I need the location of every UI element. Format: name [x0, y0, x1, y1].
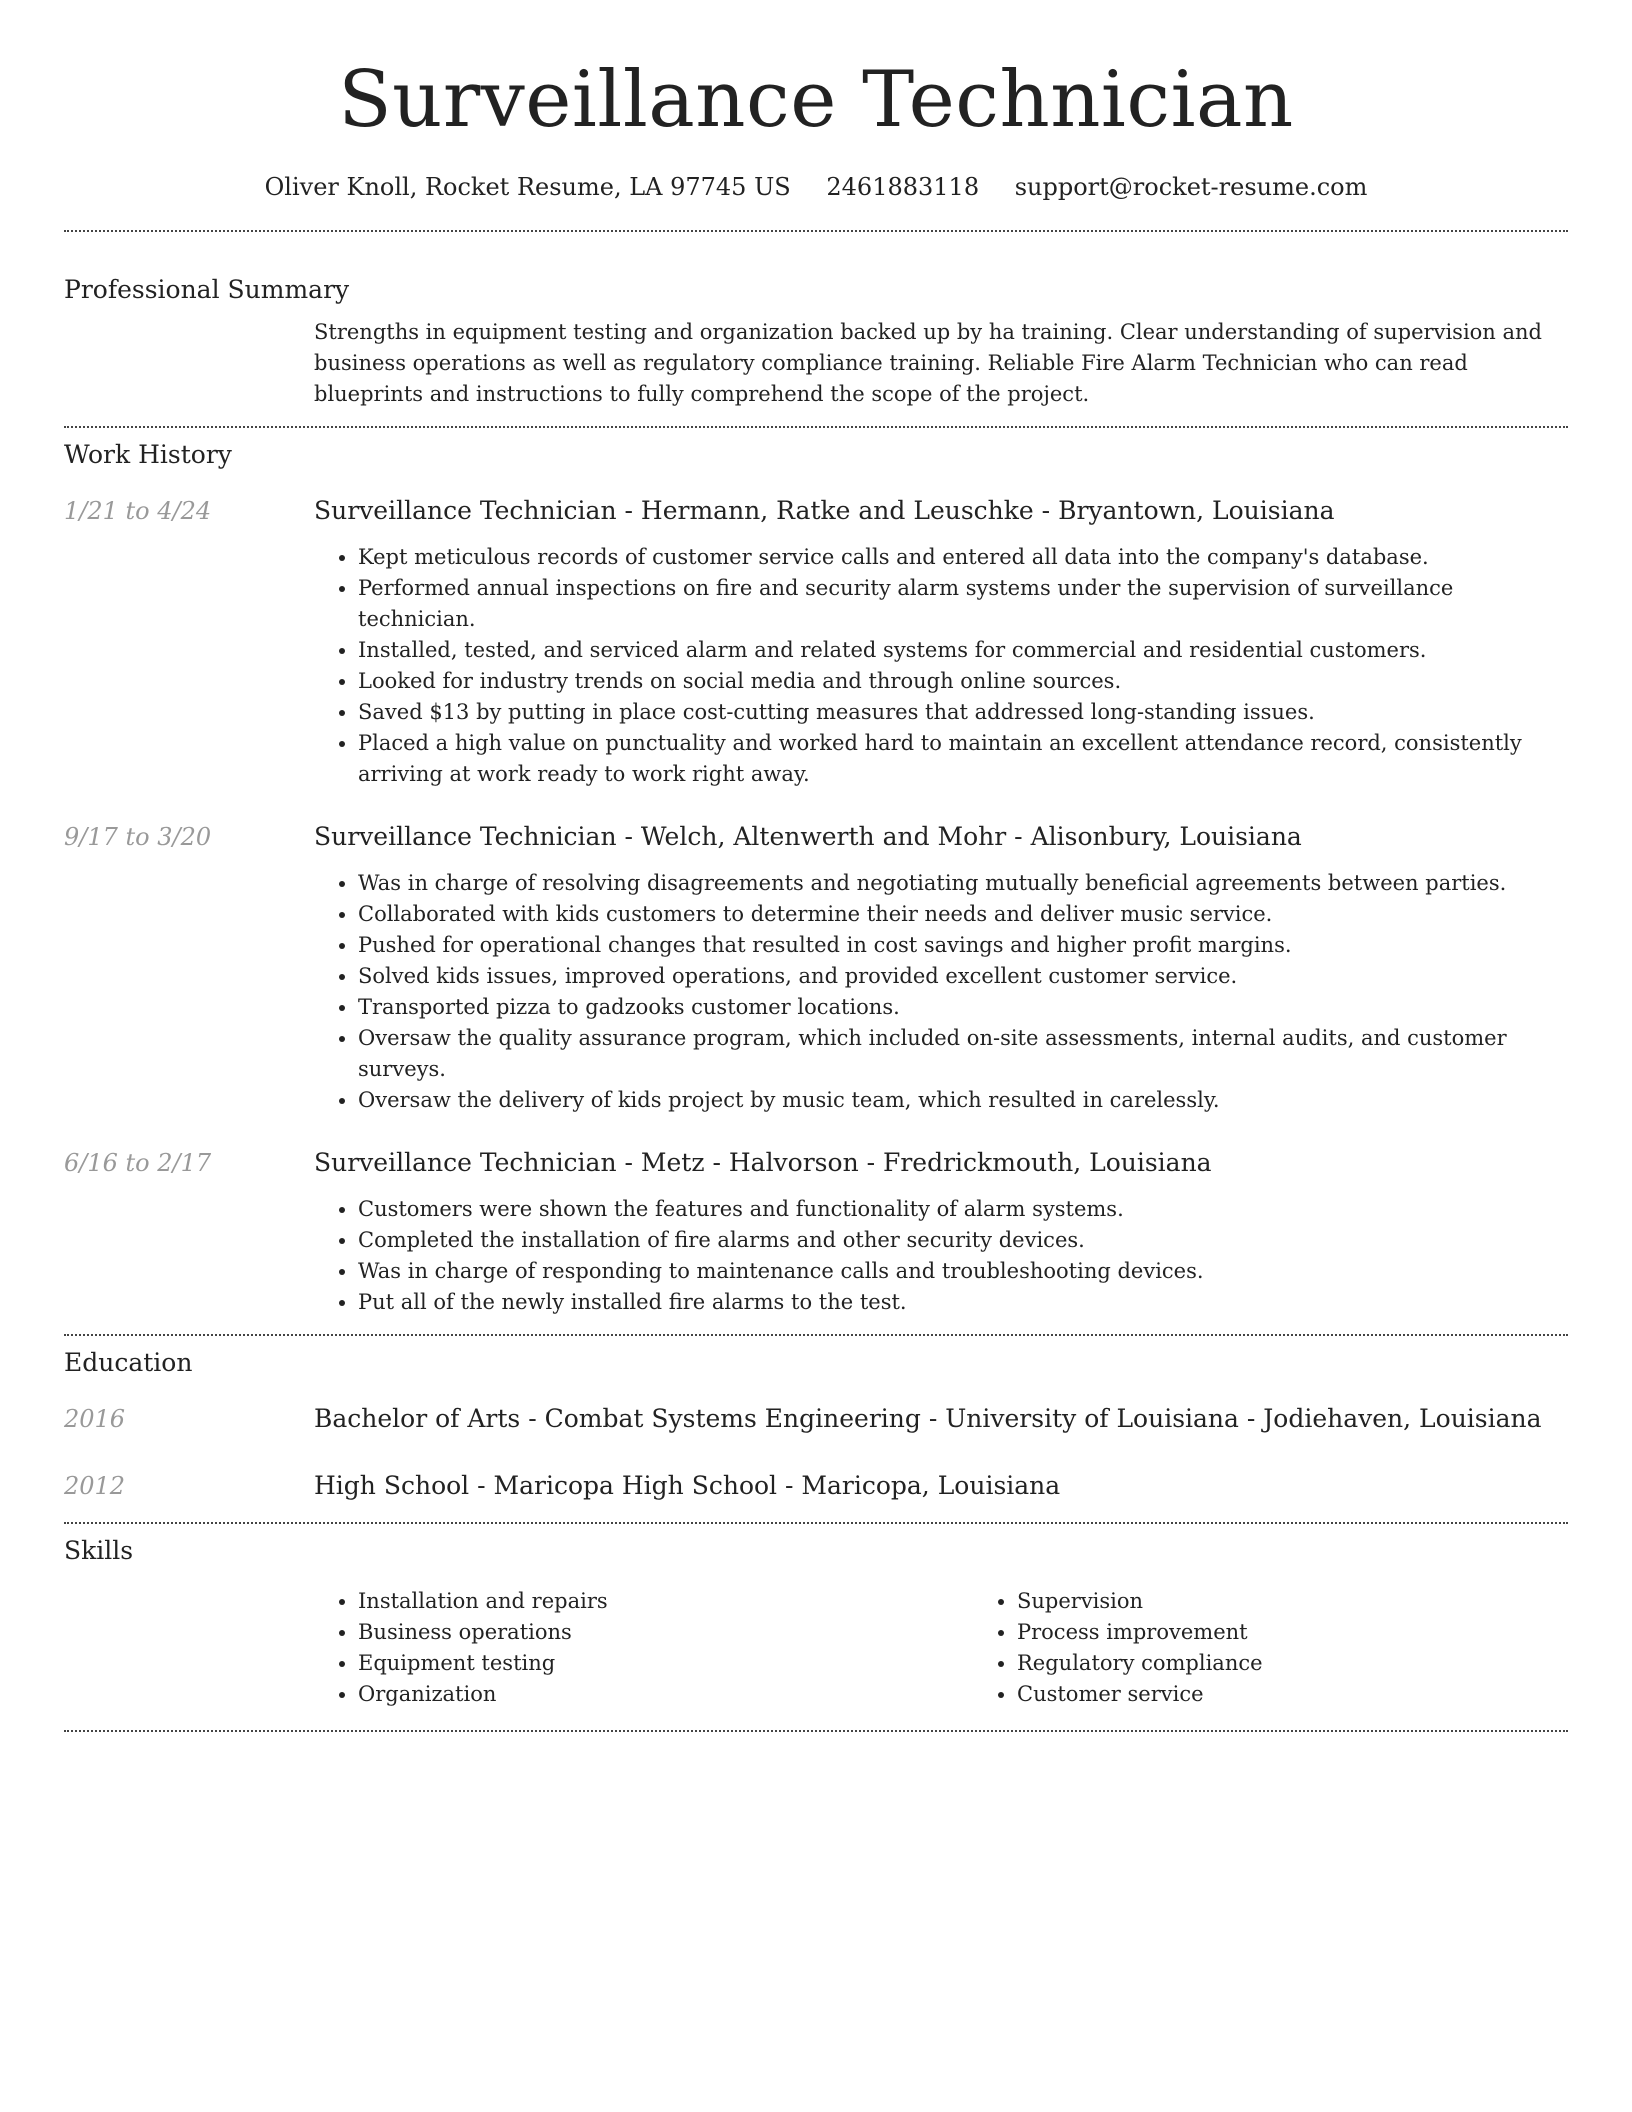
job-bullet: • Performed annual inspections on fire and security alarm systems under the supervision of surveillance technician. [358, 573, 1568, 635]
resume-header [64, 0, 1568, 204]
resume-title: Surveillance Technician [338, 55, 1294, 145]
skill-item: • Regulatory compliance [1017, 1648, 1632, 1679]
skills-list-left [314, 1586, 973, 1710]
job-bullet: • Transported pizza to gadzooks customer locations. [358, 992, 1568, 1023]
education-heading: High School - Maricopa High School - Maricopa, Louisiana [314, 1471, 1061, 1500]
job-bullet: • Installed, tested, and serviced alarm and related systems for commercial and residential customers. [358, 635, 1568, 666]
job-bullet: • Looked for industry trends on social media and through online sources. [358, 666, 1568, 697]
job-bullet: • Was in charge of resolving disagreements and negotiating mutually beneficial agreements between parties. [358, 868, 1568, 899]
education-section [64, 1336, 1568, 1503]
job-bullet: • Was in charge of responding to maintenance calls and troubleshooting devices. [358, 1256, 1568, 1287]
job-heading: Surveillance Technician - Hermann, Ratke and Leuschke - Bryantown, Louisiana [314, 496, 1335, 525]
job-entry [64, 820, 1568, 1116]
contact-address: Oliver Knoll, Rocket Resume, LA 97745 US [264, 173, 791, 201]
job-bullet: • Solved kids issues, improved operations, and provided excellent customer service. [358, 961, 1568, 992]
job-bullet: • Collaborated with kids customers to determine their needs and deliver music service. [358, 899, 1568, 930]
contact-phone: 2461883118 [826, 173, 980, 201]
education-entry [64, 1469, 1568, 1503]
section-title-work: Work History [64, 440, 232, 469]
job-bullet: • Kept meticulous records of customer service calls and entered all data into the company's database. [358, 542, 1568, 573]
job-bullet: • Pushed for operational changes that resulted in cost savings and higher profit margins. [358, 930, 1568, 961]
job-entry [64, 494, 1568, 790]
section-title-education: Education [64, 1348, 193, 1377]
job-bullet: • Oversaw the delivery of kids project by music team, which resulted in carelessly. [358, 1085, 1568, 1116]
job-bullet: • Customers were shown the features and functionality of alarm systems. [358, 1194, 1568, 1225]
job-dates: 9/17 to 3/20 [64, 823, 212, 851]
skill-item: • Business operations [358, 1617, 973, 1648]
education-year: 2016 [64, 1405, 126, 1433]
education-year: 2012 [64, 1472, 126, 1500]
contact-line [64, 170, 1568, 204]
education-entry [64, 1402, 1568, 1436]
job-dates: 1/21 to 4/24 [64, 497, 212, 525]
section-divider [64, 1730, 1568, 1732]
skill-item: • Supervision [1017, 1586, 1632, 1617]
education-heading: Bachelor of Arts - Combat Systems Engineering - University of Louisiana - Jodiehaven, Louisiana [314, 1404, 1542, 1433]
skills-section [64, 1524, 1568, 1710]
skill-item: • Process improvement [1017, 1617, 1632, 1648]
skill-item: • Installation and repairs [358, 1586, 973, 1617]
job-bullet: • Saved $13 by putting in place cost-cutting measures that addressed long-standing issues. [358, 697, 1568, 728]
skills-list-right [973, 1586, 1632, 1710]
section-title-skills: Skills [64, 1536, 134, 1565]
section-title-summary: Professional Summary [64, 275, 350, 304]
job-heading: Surveillance Technician - Metz - Halvorson - Fredrickmouth, Louisiana [314, 1148, 1212, 1177]
skills-columns [314, 1586, 1632, 1710]
job-bullets [314, 1194, 1568, 1318]
job-dates: 6/16 to 2/17 [64, 1149, 212, 1177]
summary-text: Strengths in equipment testing and organization backed up by ha training. Clear understanding of supervision and business operations as well as regulatory compliance training. Reliable Fire Alarm Technician who can read blueprints and instructions to fully comprehend the scope of the project. [314, 320, 1542, 406]
job-bullets [314, 542, 1568, 790]
skill-item: • Customer service [1017, 1679, 1632, 1710]
skill-item: • Organization [358, 1679, 973, 1710]
contact-email: support@rocket-resume.com [1014, 173, 1368, 201]
professional-summary-section [64, 232, 1568, 410]
job-bullet: • Oversaw the quality assurance program, which included on-site assessments, internal audits, and customer surveys. [358, 1023, 1568, 1085]
job-entry [64, 1146, 1568, 1318]
job-bullet: • Placed a high value on punctuality and worked hard to maintain an excellent attendance record, consistently arriving at work ready to work right away. [358, 728, 1568, 790]
job-bullet: • Completed the installation of fire alarms and other security devices. [358, 1225, 1568, 1256]
work-history-section [64, 428, 1568, 1318]
job-heading: Surveillance Technician - Welch, Altenwerth and Mohr - Alisonbury, Louisiana [314, 822, 1302, 851]
job-bullet: • Put all of the newly installed fire alarms to the test. [358, 1287, 1568, 1318]
skill-item: • Equipment testing [358, 1648, 973, 1679]
job-bullets [314, 868, 1568, 1116]
